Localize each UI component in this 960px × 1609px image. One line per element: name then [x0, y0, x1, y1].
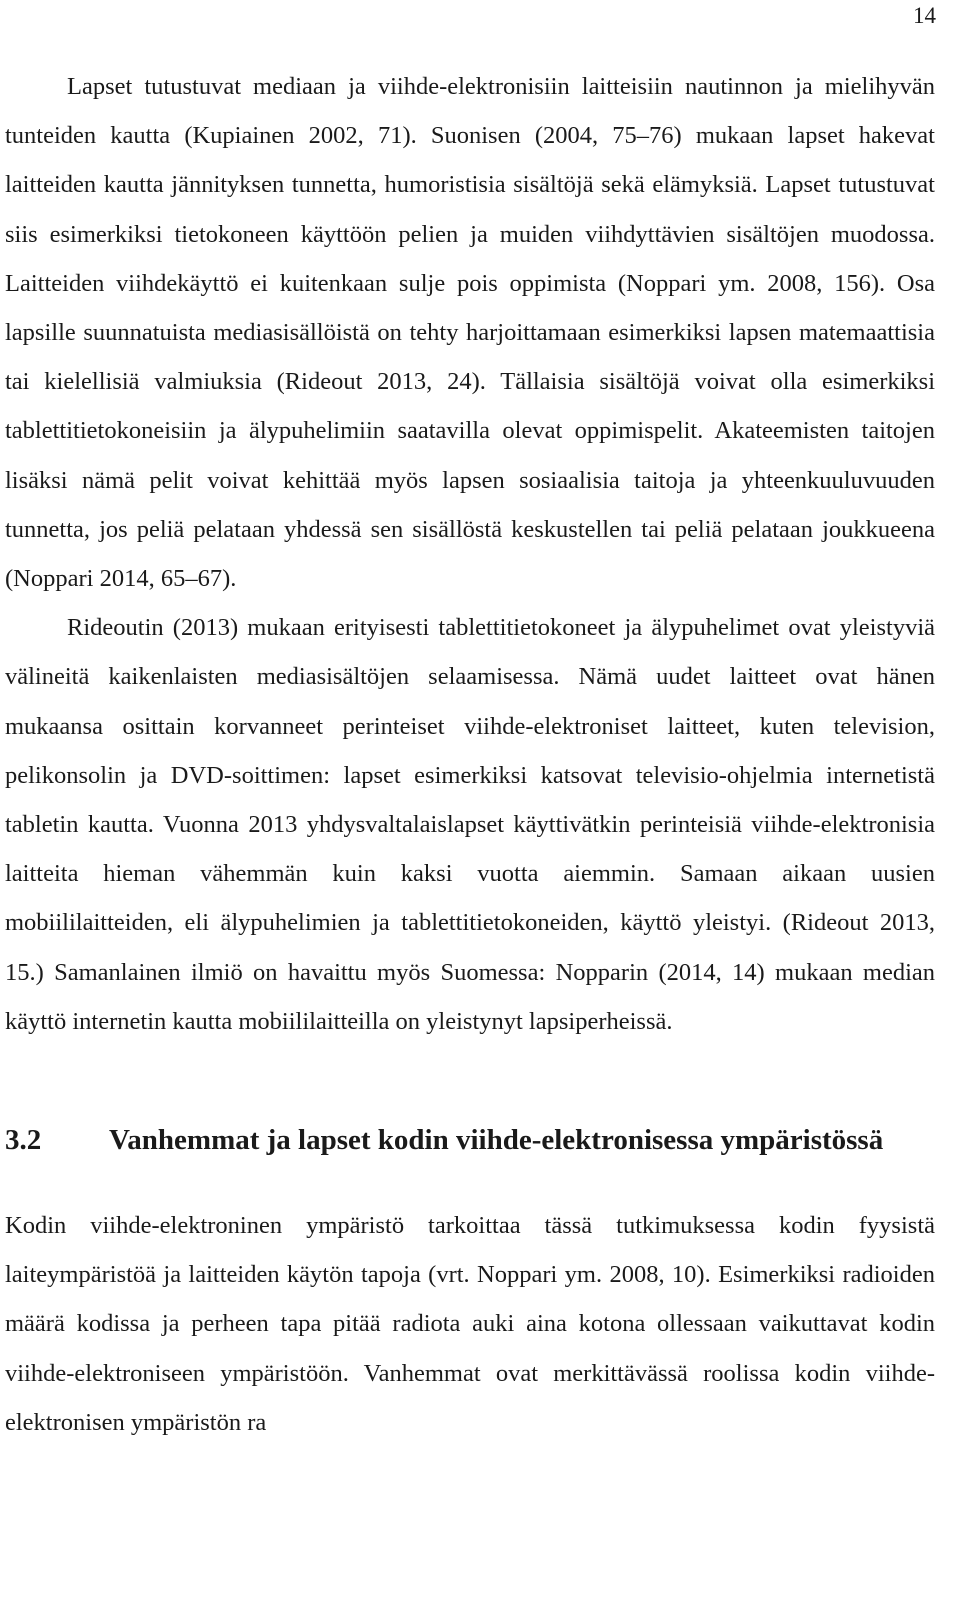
section-title: Vanhemmat ja lapset kodin viihde-elektronisessa ympäristössä [109, 1124, 884, 1157]
paragraph-home-environment: Kodin viihde-elektroninen ympäristö tarkoittaa tässä tutkimuksessa kodin fyysistä laiteympäristöä ja laitteiden käytön tapoja (vrt. Noppari ym. 2008, 10). Esimerkiksi radioiden määrä kodissa ja perheen tapa pitää radiota auki aina kotona ollessaan vaikuttavat kodin viihde-elektroniseen ympäristöön. Vanhemmat ovat merkittävässä roolissa kodin viihde-elektronisen ympäristön ra [5, 1212, 935, 1436]
section-number: 3.2 [5, 1124, 42, 1157]
page-number: 14 [913, 3, 936, 28]
paragraph-mobile-devices: Rideoutin (2013) mukaan erityisesti tablettitietokoneet ja älypuhelimet ovat yleistyviä välineitä kaikenlaisten mediasisältöjen selaamisessa. Nämä uudet laitteet ovat hänen mukaansa osittain korvanneet perinteiset viihde-elektroniset laitteet, kuten television, pelikonsolin ja DVD-soittimen: lapset esimerkiksi katsovat televisio-ohjelmia internetistä tabletin kautta. Vuonna 2013 yhdysvaltalaislapset käyttivätkin perinteisiä viihde-elektronisia laitteita hieman vähemmän kuin kaksi vuotta aiemmin. Samaan aikaan uusien mobiililaitteiden, eli älypuhelimien ja tablettitietokoneiden, käyttö yleistyi. (Rideout 2013, 15.) Samanlainen ilmiö on havaittu myös Suomessa: Nopparin (2014, 14) mukaan median käyttö internetin kautta mobiililaitteilla on yleistynyt lapsiperheissä. [5, 614, 935, 1035]
document-body [5, 62, 935, 1447]
paragraph-media-enjoyment: Lapset tutustuvat mediaan ja viihde-elektronisiin laitteisiin nautinnon ja mielihyvän tunteiden kautta (Kupiainen 2002, 71). Suonisen (2004, 75–76) mukaan lapset hakevat laitteiden kautta jännityksen tunnetta, humoristisia sisältöjä sekä elämyksiä. Lapset tutustuvat siis esimerkiksi tietokoneen käyttöön pelien ja muiden viihdyttävien sisältöjen muodossa. Laitteiden viihdekäyttö ei kuitenkaan sulje pois oppimista (Noppari ym. 2008, 156). Osa lapsille suunnatuista mediasisällöistä on tehty harjoittamaan esimerkiksi lapsen matemaattisia tai kielellisiä valmiuksia (Rideout 2013, 24). Tällaisia sisältöjä voivat olla esimerkiksi tablettitietokoneisiin ja älypuhelimiin saatavilla olevat oppimispelit. Akateemisten taitojen lisäksi nämä pelit voivat kehittää myös lapsen sosiaalisia taitoja ja yhteenkuuluvuuden tunnetta, jos peliä pelataan yhdessä sen sisällöstä keskustellen tai peliä pelataan joukkueena (Noppari 2014, 65–67). [5, 73, 935, 593]
section-heading [5, 1118, 935, 1163]
